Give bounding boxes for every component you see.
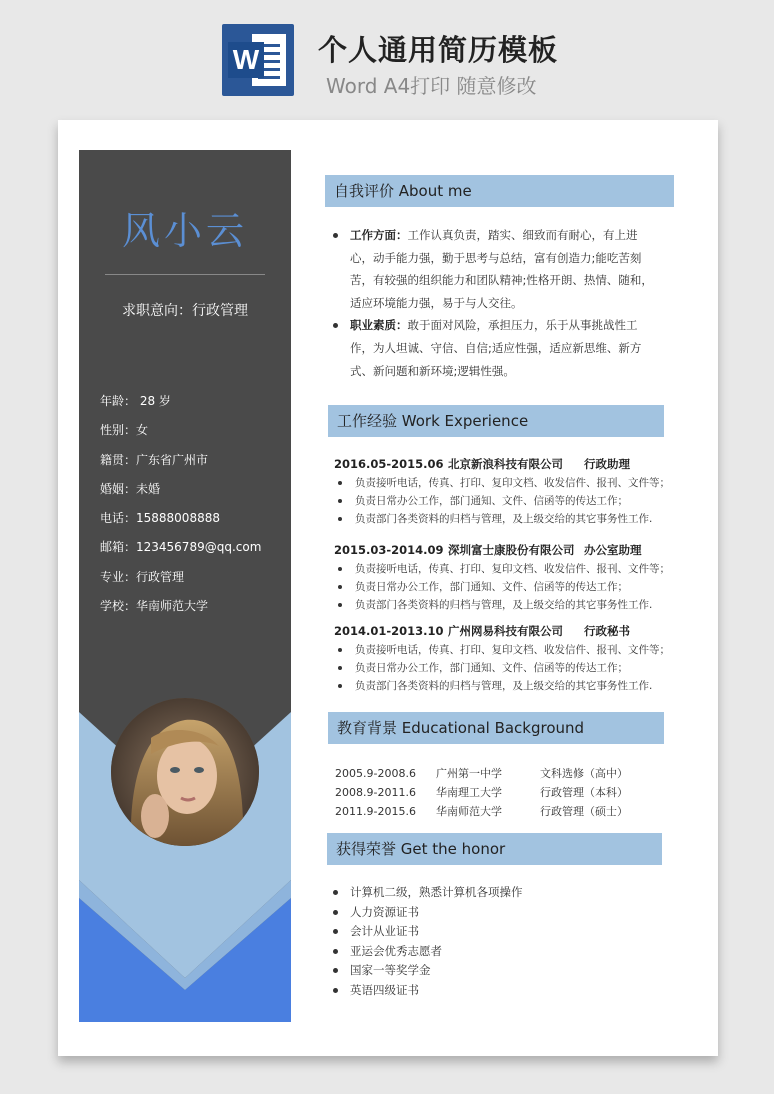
job-duty: 负责部门各类资料的归档与管理，及上级交给的其它事务性工作. xyxy=(334,677,674,695)
job-company: 广州网易科技有限公司 xyxy=(448,624,563,638)
job-duties xyxy=(334,474,674,528)
job-entry xyxy=(334,455,674,528)
about-me-list xyxy=(330,224,655,382)
about-me-header: 自我评价 About me xyxy=(325,175,674,207)
profile-photo xyxy=(111,698,259,846)
edu-school: 华南师范大学 xyxy=(436,805,502,818)
edu-major: 行政管理（硕士） xyxy=(540,805,628,818)
info-hometown: 籍贯：广东省广州市 xyxy=(100,452,209,467)
job-company: 北京新浪科技有限公司 xyxy=(448,457,563,471)
candidate-name: 风小云 xyxy=(121,209,248,253)
info-major: 专业：行政管理 xyxy=(100,569,185,584)
work-experience-header: 工作经验 Work Experience xyxy=(328,405,664,437)
honor-item: 英语四级证书 xyxy=(330,981,650,1001)
job-duty: 负责接听电话，传真、打印、复印文档、收发信件、报刊、文件等； xyxy=(334,560,674,578)
education-header: 教育背景 Educational Background xyxy=(328,712,664,744)
job-dates: 2015.03-2014.09 xyxy=(334,543,444,557)
info-email: 邮箱：123456789@qq.com xyxy=(100,540,262,555)
about-item-text: 敢于面对风险，承担压力，乐于从事挑战性工作，为人坦诚、守信、自信;适应性强，适应新思维、新方式、新问题和新环境;逻辑性强。 xyxy=(350,318,642,378)
profile-sidebar xyxy=(79,150,291,1022)
about-item-quality xyxy=(330,314,655,382)
job-heading xyxy=(334,622,674,641)
job-duty: 负责日常办公工作，部门通知、文件、信函等的传达工作； xyxy=(334,578,674,596)
info-phone: 电话：15888008888 xyxy=(100,511,220,526)
honors-list xyxy=(330,883,650,1001)
job-duty: 负责日常办公工作，部门通知、文件、信函等的传达工作； xyxy=(334,492,674,510)
info-marital: 婚姻：未婚 xyxy=(100,481,161,496)
honors-header: 获得荣誉 Get the honor xyxy=(327,833,662,865)
header-banner xyxy=(0,0,774,110)
edu-school: 广州第一中学 xyxy=(436,767,502,780)
personal-info-list xyxy=(100,392,261,626)
edu-school: 华南理工大学 xyxy=(436,786,502,799)
job-heading xyxy=(334,541,674,560)
honor-item: 亚运会优秀志愿者 xyxy=(330,942,650,962)
word-document-icon xyxy=(222,24,294,96)
job-duty: 负责部门各类资料的归档与管理，及上级交给的其它事务性工作. xyxy=(334,596,674,614)
job-title: 行政秘书 xyxy=(584,624,630,638)
job-duty: 负责日常办公工作，部门通知、文件、信函等的传达工作； xyxy=(334,659,674,677)
name-divider xyxy=(105,274,265,275)
about-item-label: 工作方面： xyxy=(350,228,408,242)
education-row xyxy=(335,802,628,821)
about-item-label: 职业素质： xyxy=(350,318,408,333)
job-duty: 负责接听电话，传真、打印、复印文档、收发信件、报刊、文件等； xyxy=(334,474,674,492)
resume-page xyxy=(58,120,718,1056)
info-gender: 性别：女 xyxy=(100,423,149,438)
education-row xyxy=(335,783,628,802)
job-duties xyxy=(334,560,674,614)
info-school: 学校：华南师范大学 xyxy=(100,599,209,614)
about-item-text: 工作认真负责，踏实、细致而有耐心，有上进心，动手能力强，勤于思考与总结，富有创造力;能吃苦刻苦，有较强的组织能力和团队精神;性格开朗、热情、随和，适应环境能力强，易于与人交往。 xyxy=(350,228,653,310)
honor-item: 会计从业证书 xyxy=(330,922,650,942)
job-entry xyxy=(334,541,674,614)
info-age: 年龄： 28 岁 xyxy=(100,394,171,408)
job-duty: 负责部门各类资料的归档与管理，及上级交给的其它事务性工作. xyxy=(334,510,674,528)
edu-major: 行政管理（本科） xyxy=(540,786,628,799)
template-subtitle: Word A4打印 随意修改 xyxy=(326,74,537,98)
edu-period: 2011.9-2015.6 xyxy=(335,805,416,818)
job-entry xyxy=(334,622,674,695)
honor-item: 国家一等奖学金 xyxy=(330,961,650,981)
job-heading xyxy=(334,455,674,474)
job-company: 深圳富士康股份有限公司 xyxy=(448,543,575,557)
about-item-work xyxy=(330,224,655,314)
education-row xyxy=(335,764,628,783)
job-intention: 求职意向：行政管理 xyxy=(122,303,248,319)
honor-item: 人力资源证书 xyxy=(330,903,650,923)
job-dates: 2016.05-2015.06 xyxy=(334,457,444,471)
job-title: 办公室助理 xyxy=(584,543,642,557)
job-title: 行政助理 xyxy=(584,457,630,471)
job-duty: 负责接听电话，传真、打印、复印文档、收发信件、报刊、文件等； xyxy=(334,641,674,659)
education-list xyxy=(335,764,628,821)
job-duties xyxy=(334,641,674,695)
edu-period: 2008.9-2011.6 xyxy=(335,786,416,799)
word-letter: W xyxy=(228,42,264,78)
edu-period: 2005.9-2008.6 xyxy=(335,767,416,780)
job-dates: 2014.01-2013.10 xyxy=(334,624,444,638)
template-title: 个人通用简历模板 xyxy=(318,33,559,67)
honor-item: 计算机二级，熟悉计算机各项操作 xyxy=(330,883,650,903)
edu-major: 文科选修（高中） xyxy=(540,767,628,780)
